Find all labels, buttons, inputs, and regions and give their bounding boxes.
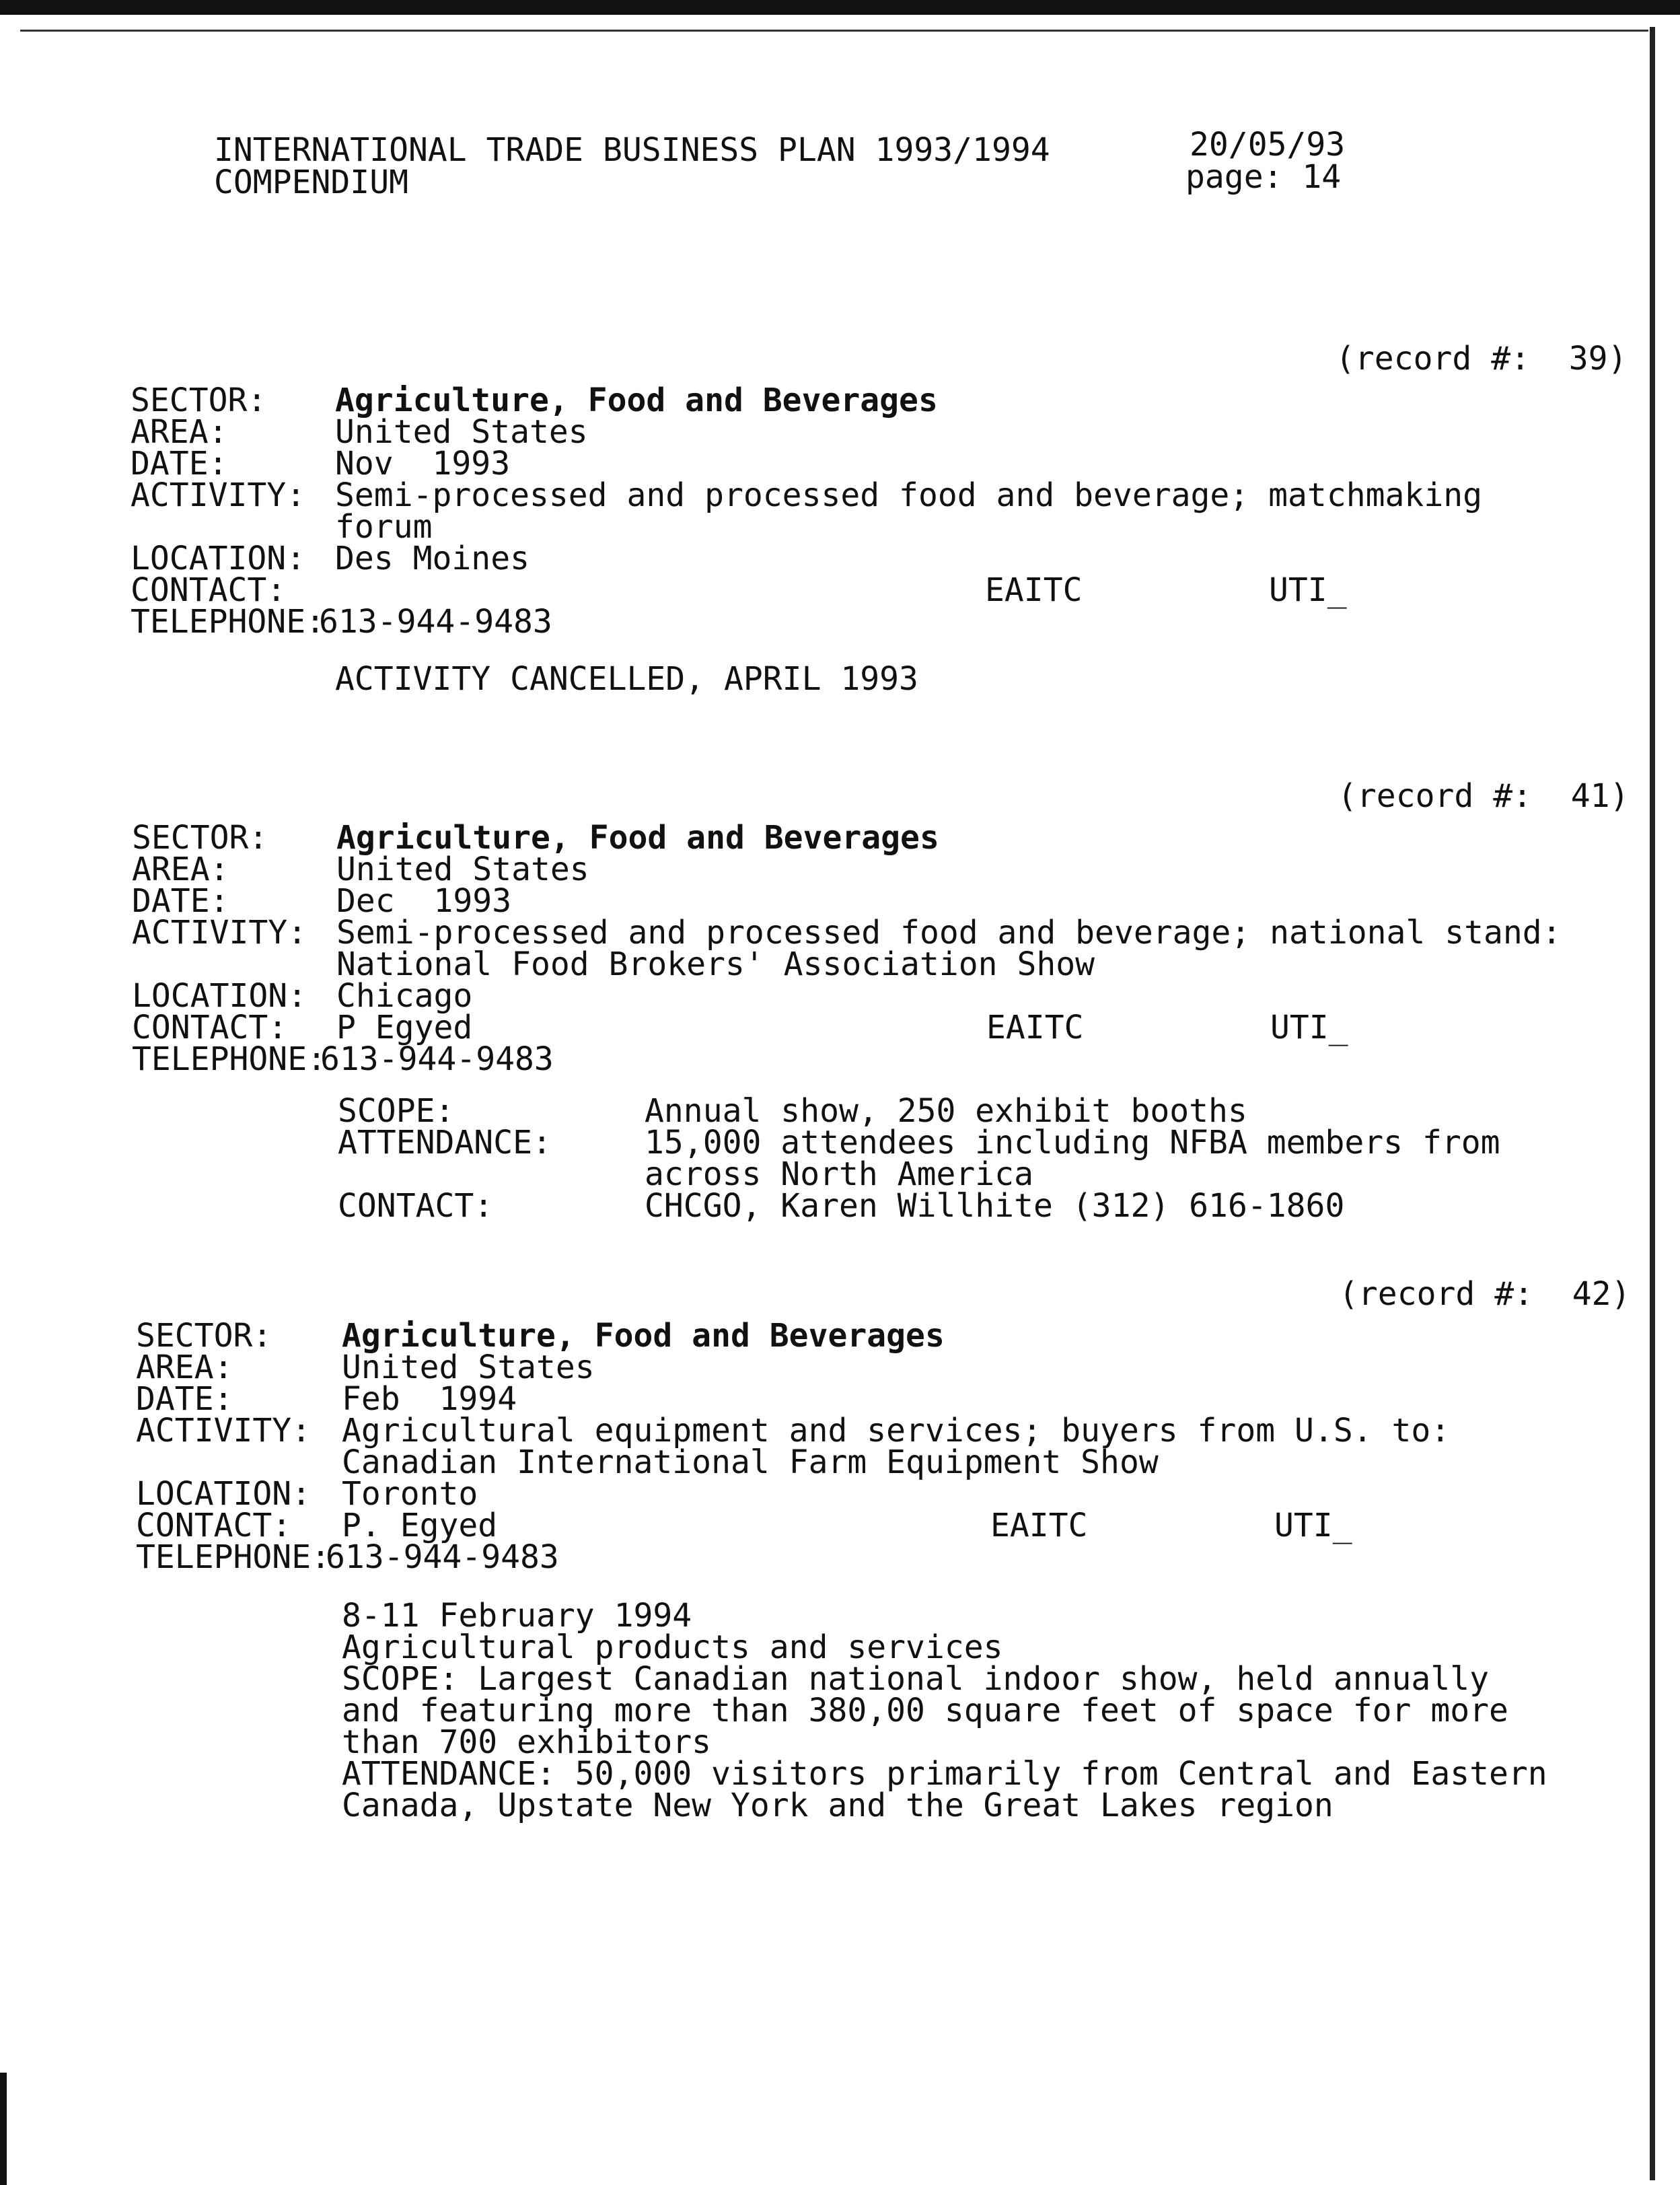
area-label: AREA:	[136, 1349, 233, 1386]
area-value: United States	[342, 1349, 595, 1386]
date-value: Nov 1993	[335, 445, 511, 482]
location-label: LOCATION:	[136, 1475, 312, 1513]
contact-label: CONTACT:	[132, 1009, 288, 1046]
note-line: 8-11 February 1994	[342, 1597, 692, 1635]
activity-value-cont: National Food Brokers' Association Show	[336, 945, 1095, 983]
area-value: United States	[335, 413, 588, 451]
telephone-value: 613-944-9483	[320, 1040, 554, 1078]
page-number: page: 14	[1185, 158, 1342, 196]
uti-label: UTI_	[1269, 571, 1347, 609]
note-line: SCOPE: Largest Canadian national indoor show, held annually	[342, 1660, 1490, 1698]
attendance-value-cont: across North America	[645, 1155, 1033, 1193]
contact-value: P Egyed	[336, 1009, 473, 1046]
activity-value: Semi-processed and processed food and beverage; national stand:	[336, 914, 1562, 952]
record-39	[131, 382, 1644, 641]
scan-rule-line	[20, 30, 1648, 32]
activity-label: ACTIVITY:	[131, 476, 306, 514]
telephone-value: 613-944-9483	[326, 1538, 559, 1576]
location-label: LOCATION:	[132, 977, 307, 1015]
activity-value-cont: Canadian International Farm Equipment Show	[342, 1443, 1159, 1481]
cancellation-note: ACTIVITY CANCELLED, APRIL 1993	[335, 660, 918, 698]
eaitc-label: EAITC	[986, 1009, 1084, 1046]
date-label: DATE:	[132, 882, 229, 920]
area-label: AREA:	[132, 851, 229, 888]
uti-label: UTI_	[1274, 1507, 1352, 1544]
sector-value: Agriculture, Food and Beverages	[335, 382, 938, 419]
telephone-label: TELEPHONE:	[132, 1040, 326, 1078]
area-label: AREA:	[131, 413, 228, 451]
detail-contact-label: CONTACT:	[338, 1187, 494, 1225]
activity-value: Semi-processed and processed food and beverage; matchmaking	[335, 476, 1483, 514]
note-line: Canada, Upstate New York and the Great Lakes region	[342, 1787, 1334, 1824]
detail-contact-value: CHCGO, Karen Willhite (312) 616-1860	[645, 1187, 1345, 1225]
sector-label: SECTOR:	[132, 819, 268, 857]
document-subtitle: COMPENDIUM	[214, 164, 408, 201]
record-42-notes	[342, 1597, 1647, 1824]
note-line: Agricultural products and services	[342, 1628, 1003, 1666]
record-number: (record #: 41)	[1338, 777, 1630, 815]
contact-label: CONTACT:	[136, 1507, 292, 1544]
record-41	[132, 819, 1646, 1078]
location-value: Toronto	[342, 1475, 478, 1513]
eaitc-label: EAITC	[985, 571, 1083, 609]
activity-label: ACTIVITY:	[136, 1412, 312, 1449]
scan-right-edge	[1650, 27, 1655, 2180]
record-42	[136, 1317, 1650, 1576]
activity-value: Agricultural equipment and services; buyers from U.S. to:	[342, 1412, 1451, 1449]
attendance-value: 15,000 attendees including NFBA members from	[645, 1124, 1500, 1161]
sector-value: Agriculture, Food and Beverages	[342, 1317, 945, 1355]
record-number: (record #: 39)	[1336, 340, 1628, 378]
sector-label: SECTOR:	[131, 382, 267, 419]
activity-label: ACTIVITY:	[132, 914, 307, 952]
scan-left-mark	[0, 2073, 7, 2185]
location-label: LOCATION:	[131, 540, 306, 577]
record-41-details	[338, 1092, 1616, 1225]
date-label: DATE:	[131, 445, 228, 482]
date-value: Feb 1994	[342, 1380, 517, 1418]
activity-value-cont: forum	[335, 508, 433, 546]
telephone-label: TELEPHONE:	[136, 1538, 330, 1576]
note-line: and featuring more than 380,00 square feet of space for more	[342, 1692, 1508, 1729]
sector-label: SECTOR:	[136, 1317, 272, 1355]
record-number: (record #: 42)	[1339, 1275, 1631, 1313]
attendance-label: ATTENDANCE:	[338, 1124, 552, 1161]
telephone-label: TELEPHONE:	[131, 603, 325, 641]
note-line: than 700 exhibitors	[342, 1723, 712, 1761]
telephone-value: 613-944-9483	[319, 603, 552, 641]
uti-label: UTI_	[1270, 1009, 1348, 1046]
document-date: 20/05/93	[1190, 126, 1346, 164]
area-value: United States	[336, 851, 589, 888]
scope-label: SCOPE:	[338, 1092, 455, 1130]
date-label: DATE:	[136, 1380, 233, 1418]
document-title: INTERNATIONAL TRADE BUSINESS PLAN 1993/1994	[214, 131, 1050, 169]
sector-value: Agriculture, Food and Beverages	[336, 819, 939, 857]
location-value: Des Moines	[335, 540, 529, 577]
scope-value: Annual show, 250 exhibit booths	[645, 1092, 1247, 1130]
contact-value: P. Egyed	[342, 1507, 498, 1544]
location-value: Chicago	[336, 977, 473, 1015]
scan-top-edge	[0, 0, 1680, 15]
contact-label: CONTACT:	[131, 571, 287, 609]
eaitc-label: EAITC	[990, 1507, 1088, 1544]
date-value: Dec 1993	[336, 882, 512, 920]
note-line: ATTENDANCE: 50,000 visitors primarily from Central and Eastern	[342, 1755, 1547, 1793]
